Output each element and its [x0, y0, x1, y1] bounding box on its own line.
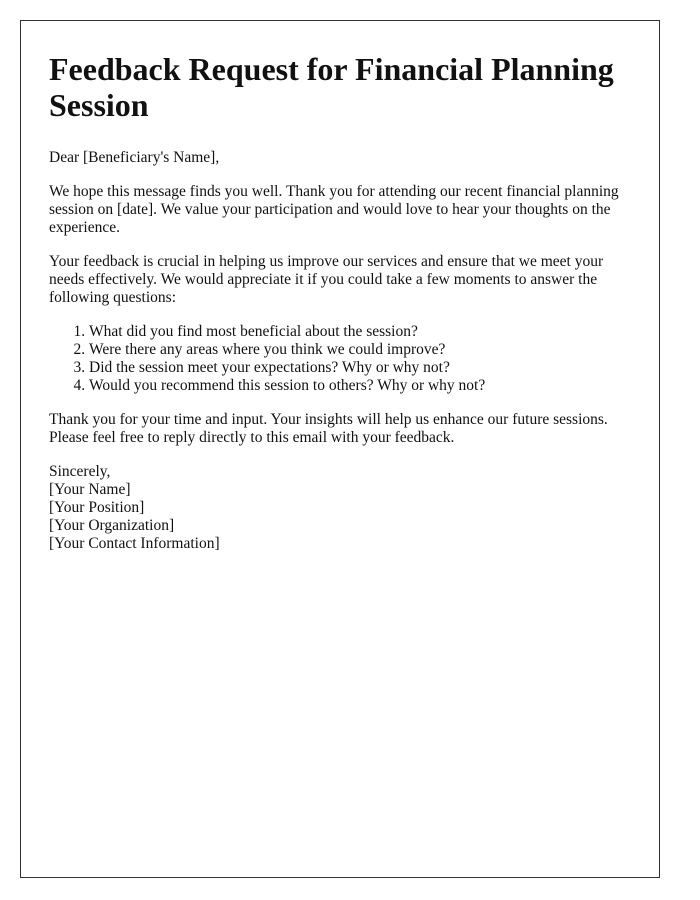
letter-page	[20, 20, 660, 878]
intro-paragraph: We hope this message finds you well. Thank you for attending our recent financial planning session on [date]. We value your participation and would love to hear your thoughts on the experience.	[49, 183, 619, 236]
questions-list	[49, 323, 631, 395]
sender-organization: [Your Organization]	[49, 517, 175, 534]
sender-position: [Your Position]	[49, 499, 145, 516]
letter-title: Feedback Request for Financial Planning Session	[49, 51, 614, 123]
question-item: 2. Were there any areas where you think we could improve?	[89, 341, 631, 359]
request-paragraph: Your feedback is crucial in helping us improve our services and ensure that we meet your needs effectively. We would appreciate it if you could take a few moments to answer the following questions:	[49, 253, 604, 306]
question-item: 4. Would you recommend this session to others? Why or why not?	[89, 377, 631, 395]
question-item: 3. Did the session meet your expectations? Why or why not?	[89, 359, 631, 377]
closing-paragraph: Thank you for your time and input. Your insights will help us enhance our future sessions. Please feel free to reply directly to this email with your feedback.	[49, 411, 608, 446]
closing-word: Sincerely,	[49, 463, 111, 480]
signature-block	[49, 463, 631, 553]
sender-contact: [Your Contact Information]	[49, 535, 220, 552]
salutation: Dear [Beneficiary's Name],	[49, 149, 220, 166]
question-item: 1. What did you find most beneficial about the session?	[89, 323, 631, 341]
sender-name: [Your Name]	[49, 481, 131, 498]
